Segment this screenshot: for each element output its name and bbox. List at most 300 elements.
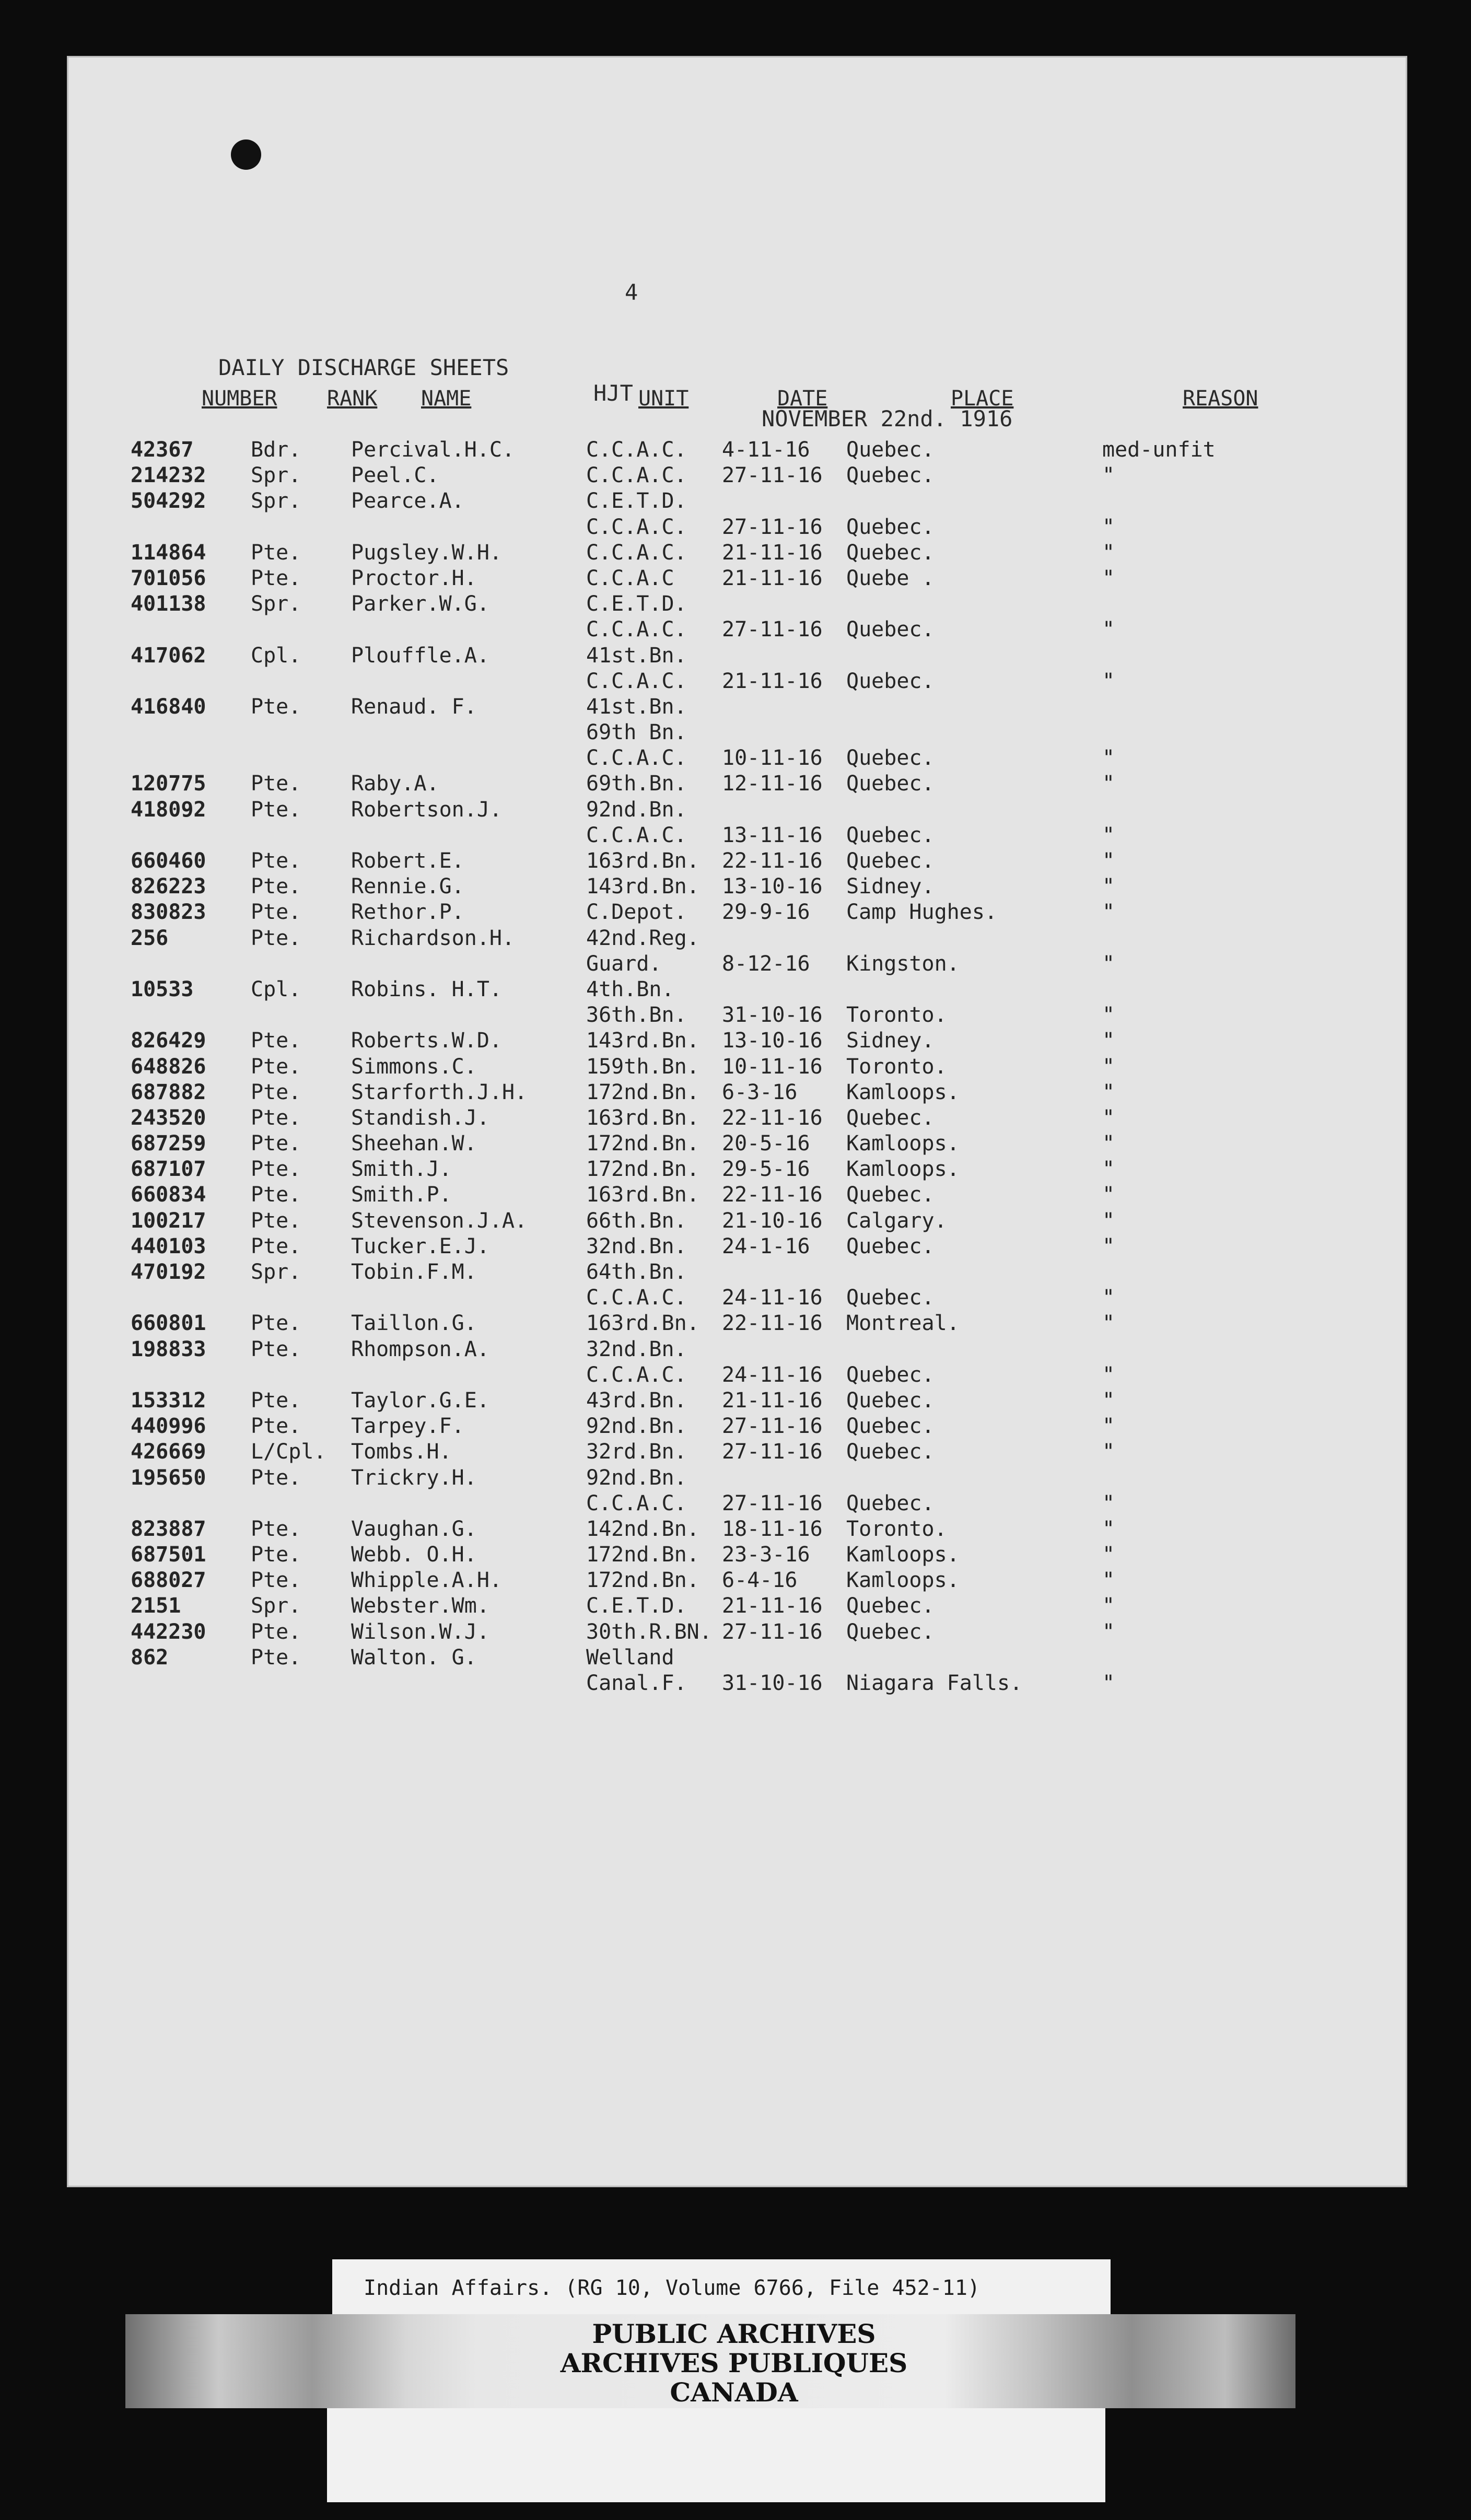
- cell-number: 687501: [131, 1543, 206, 1567]
- cell-place: Niagara Falls.: [846, 1671, 1023, 1695]
- cell-reason: ": [1102, 1414, 1115, 1439]
- table-row: [0, 1543, 1471, 1568]
- table-row: [0, 977, 1471, 1003]
- cell-rank: Pte.: [251, 1183, 301, 1207]
- cell-place: Kamloops.: [846, 1568, 960, 1593]
- cell-date: 22-11-16: [722, 1311, 823, 1336]
- cell-date: 27-11-16: [722, 1619, 823, 1644]
- table-row: [0, 438, 1471, 463]
- cell-reason: ": [1102, 1208, 1115, 1233]
- cell-unit: C.E.T.D.: [586, 1594, 687, 1618]
- cell-place: Quebe .: [846, 566, 935, 590]
- cell-reason: ": [1102, 1362, 1115, 1387]
- document-title: DAILY DISCHARGE SHEETS: [218, 355, 509, 380]
- cell-rank: Pte.: [251, 1131, 301, 1156]
- cell-name: Rhompson.A.: [351, 1337, 489, 1361]
- table-row: [0, 1080, 1471, 1106]
- cell-number: 256: [131, 926, 169, 950]
- cell-name: Taylor.G.E.: [351, 1388, 489, 1413]
- table-row: [0, 1568, 1471, 1594]
- cell-reason: ": [1102, 566, 1115, 590]
- cell-place: Quebec.: [846, 746, 935, 771]
- cell-rank: Pte.: [251, 874, 301, 899]
- cell-place: Sidney.: [846, 1029, 935, 1053]
- cell-name: Smith.J.: [351, 1157, 452, 1182]
- cell-unit: 30th.R.BN.: [586, 1619, 712, 1644]
- cell-reason: ": [1102, 1080, 1115, 1104]
- cell-place: Camp Hughes.: [846, 900, 997, 925]
- cell-unit: 41st.Bn.: [586, 643, 687, 668]
- table-row: [0, 1003, 1471, 1029]
- table-row: [0, 1363, 1471, 1389]
- cell-number: 660801: [131, 1311, 206, 1336]
- cell-reason: ": [1102, 1286, 1115, 1310]
- cell-date: 20-5-16: [722, 1131, 810, 1156]
- cell-name: Webb. O.H.: [351, 1543, 477, 1567]
- cell-number: 648826: [131, 1054, 206, 1079]
- table-row: [0, 592, 1471, 617]
- cell-name: Sheehan.W.: [351, 1131, 477, 1156]
- cell-date: 6-3-16: [722, 1080, 798, 1104]
- cell-unit: 163rd.Bn.: [586, 1311, 699, 1336]
- cell-reason: ": [1102, 515, 1115, 539]
- cell-name: Wilson.W.J.: [351, 1619, 489, 1644]
- cell-number: 426669: [131, 1440, 206, 1464]
- table-row: [0, 926, 1471, 952]
- cell-name: Robertson.J.: [351, 797, 502, 822]
- cell-rank: Pte.: [251, 1568, 301, 1593]
- cell-unit: 172nd.Bn.: [586, 1568, 699, 1593]
- column-header-unit: UNIT: [638, 387, 689, 411]
- cell-place: Calgary.: [846, 1208, 947, 1233]
- cell-date: 29-9-16: [722, 900, 810, 925]
- cell-place: Toronto.: [846, 1003, 947, 1028]
- cell-rank: Pte.: [251, 1157, 301, 1182]
- cell-unit: 172nd.Bn.: [586, 1080, 699, 1104]
- cell-reason: ": [1102, 1491, 1115, 1515]
- cell-number: 195650: [131, 1465, 206, 1490]
- cell-rank: Pte.: [251, 1337, 301, 1361]
- table-row: [0, 900, 1471, 926]
- stamp-line: ARCHIVES PUBLIQUES: [560, 2348, 908, 2378]
- cell-name: Richardson.H.: [351, 926, 515, 950]
- cell-date: 27-11-16: [722, 463, 823, 488]
- cell-rank: Spr.: [251, 1594, 301, 1618]
- column-header-number: NUMBER: [202, 387, 277, 411]
- cell-place: Sidney.: [846, 874, 935, 899]
- table-row: [0, 1055, 1471, 1080]
- cell-reason: ": [1102, 669, 1115, 693]
- cell-number: 688027: [131, 1568, 206, 1593]
- cell-place: Kamloops.: [846, 1131, 960, 1156]
- table-row: [0, 1311, 1471, 1337]
- cell-unit: C.C.A.C.: [586, 823, 687, 847]
- cell-reason: ": [1102, 1131, 1115, 1156]
- cell-reason: ": [1102, 1003, 1115, 1028]
- cell-rank: Pte.: [251, 1543, 301, 1567]
- cell-name: Vaughan.G.: [351, 1516, 477, 1541]
- table-row: [0, 1491, 1471, 1517]
- cell-number: 243520: [131, 1105, 206, 1130]
- cell-unit: C.E.T.D.: [586, 592, 687, 616]
- cell-unit: C.C.A.C.: [586, 1286, 687, 1310]
- cell-rank: Pte.: [251, 926, 301, 950]
- cell-date: 13-10-16: [722, 1029, 823, 1053]
- cell-name: Pearce.A.: [351, 489, 464, 514]
- cell-unit: 163rd.Bn.: [586, 849, 699, 873]
- table-row: [0, 463, 1471, 489]
- cell-rank: Pte.: [251, 1029, 301, 1053]
- cell-place: Quebec.: [846, 1619, 935, 1644]
- cell-unit: 143rd.Bn.: [586, 1029, 699, 1053]
- cell-date: 27-11-16: [722, 1440, 823, 1464]
- cell-date: 23-3-16: [722, 1543, 810, 1567]
- cell-place: Quebec.: [846, 1286, 935, 1310]
- cell-rank: Pte.: [251, 1619, 301, 1644]
- cell-name: Whipple.A.H.: [351, 1568, 502, 1593]
- cell-date: 21-11-16: [722, 1388, 823, 1413]
- cell-unit: 36th.Bn.: [586, 1003, 687, 1028]
- cell-date: 21-11-16: [722, 566, 823, 590]
- cell-number: 687107: [131, 1157, 206, 1182]
- cell-name: Webster.Wm.: [351, 1594, 489, 1618]
- table-row: [0, 1646, 1471, 1671]
- cell-name: Tobin.F.M.: [351, 1260, 477, 1284]
- cell-unit: 32rd.Bn.: [586, 1440, 687, 1464]
- cell-rank: Pte.: [251, 1234, 301, 1258]
- table-row: [0, 1440, 1471, 1465]
- cell-place: Kamloops.: [846, 1543, 960, 1567]
- cell-number: 417062: [131, 643, 206, 668]
- cell-date: 27-11-16: [722, 1414, 823, 1439]
- cell-rank: Pte.: [251, 1516, 301, 1541]
- cell-reason: ": [1102, 1568, 1115, 1593]
- cell-rank: Spr.: [251, 489, 301, 514]
- cell-reason: ": [1102, 1594, 1115, 1618]
- table-row: [0, 772, 1471, 797]
- cell-number: 823887: [131, 1516, 206, 1541]
- cell-unit: 92nd.Bn.: [586, 1414, 687, 1439]
- cell-place: Quebec.: [846, 1440, 935, 1464]
- cell-number: 830823: [131, 900, 206, 925]
- table-row: [0, 1234, 1471, 1260]
- cell-date: 21-11-16: [722, 1594, 823, 1618]
- cell-reason: ": [1102, 463, 1115, 488]
- cell-unit: 4th.Bn.: [586, 977, 674, 1001]
- cell-number: 10533: [131, 977, 194, 1001]
- cell-name: Tucker.E.J.: [351, 1234, 489, 1258]
- cell-rank: Pte.: [251, 1311, 301, 1336]
- cell-unit: 172nd.Bn.: [586, 1131, 699, 1156]
- cell-number: 442230: [131, 1619, 206, 1644]
- cell-rank: Pte.: [251, 1465, 301, 1490]
- cell-rank: Spr.: [251, 463, 301, 488]
- cell-reason: ": [1102, 1234, 1115, 1258]
- cell-rank: Pte.: [251, 797, 301, 822]
- header-initials: HJT: [593, 380, 633, 406]
- cell-name: Walton. G.: [351, 1645, 477, 1670]
- cell-unit: C.C.A.C.: [586, 1362, 687, 1387]
- cell-reason: ": [1102, 1054, 1115, 1079]
- cell-rank: L/Cpl.: [251, 1440, 326, 1464]
- cell-unit: 32nd.Bn.: [586, 1337, 687, 1361]
- cell-number: 120775: [131, 772, 206, 796]
- cell-place: Montreal.: [846, 1311, 960, 1336]
- cell-name: Tombs.H.: [351, 1440, 452, 1464]
- table-row: [0, 1157, 1471, 1183]
- table-row: [0, 849, 1471, 874]
- cell-place: Quebec.: [846, 617, 935, 642]
- cell-rank: Pte.: [251, 1105, 301, 1130]
- cell-rank: Pte.: [251, 900, 301, 925]
- cell-reason: ": [1102, 1311, 1115, 1336]
- column-header-place: PLACE: [951, 387, 1014, 411]
- cell-name: Peel.C.: [351, 463, 439, 488]
- cell-unit: 163rd.Bn.: [586, 1183, 699, 1207]
- cell-place: Quebec.: [846, 438, 935, 462]
- cell-number: 153312: [131, 1388, 206, 1413]
- cell-number: 862: [131, 1645, 169, 1670]
- table-row: [0, 515, 1471, 541]
- discharge-table: [0, 438, 1471, 1697]
- table-row: [0, 669, 1471, 695]
- cell-number: 440996: [131, 1414, 206, 1439]
- cell-name: Robins. H.T.: [351, 977, 502, 1001]
- cell-number: 687882: [131, 1080, 206, 1104]
- cell-date: 22-11-16: [722, 1183, 823, 1207]
- archive-stamp: [517, 2319, 951, 2407]
- cell-reason: ": [1102, 1157, 1115, 1182]
- cell-date: 31-10-16: [722, 1671, 823, 1695]
- cell-rank: Spr.: [251, 1260, 301, 1284]
- cell-number: 114864: [131, 540, 206, 565]
- cell-date: 27-11-16: [722, 1491, 823, 1515]
- cell-reason: med-unfit: [1102, 438, 1216, 462]
- cell-date: 13-11-16: [722, 823, 823, 847]
- table-row: [0, 1466, 1471, 1491]
- cell-name: Stevenson.J.A.: [351, 1208, 528, 1233]
- cell-name: Proctor.H.: [351, 566, 477, 590]
- cell-reason: ": [1102, 772, 1115, 796]
- table-row: [0, 1337, 1471, 1363]
- cell-name: Tarpey.F.: [351, 1414, 464, 1439]
- cell-number: 440103: [131, 1234, 206, 1258]
- cell-unit: C.C.A.C.: [586, 438, 687, 462]
- cell-place: Quebec.: [846, 669, 935, 693]
- cell-reason: ": [1102, 900, 1115, 925]
- cell-number: 826223: [131, 874, 206, 899]
- cell-name: Roberts.W.D.: [351, 1029, 502, 1053]
- cell-place: Quebec.: [846, 849, 935, 873]
- cell-place: Kamloops.: [846, 1080, 960, 1104]
- stamp-line: CANADA: [670, 2377, 798, 2408]
- cell-date: 8-12-16: [722, 951, 810, 976]
- table-row: [0, 1671, 1471, 1697]
- table-row: [0, 952, 1471, 977]
- cell-unit: C.C.A.C.: [586, 617, 687, 642]
- cell-number: 660834: [131, 1183, 206, 1207]
- cell-date: 4-11-16: [722, 438, 810, 462]
- cell-reason: ": [1102, 874, 1115, 899]
- cell-rank: Pte.: [251, 540, 301, 565]
- cell-date: 18-11-16: [722, 1516, 823, 1541]
- cell-rank: Pte.: [251, 694, 301, 719]
- cell-rank: Pte.: [251, 1414, 301, 1439]
- cell-number: 470192: [131, 1260, 206, 1284]
- table-row: [0, 746, 1471, 772]
- table-row: [0, 1286, 1471, 1311]
- cell-name: Rethor.P.: [351, 900, 464, 925]
- cell-unit: Canal.F.: [586, 1671, 687, 1695]
- table-row: [0, 1620, 1471, 1646]
- cell-date: 22-11-16: [722, 1105, 823, 1130]
- cell-rank: Pte.: [251, 1645, 301, 1670]
- cell-reason: ": [1102, 1388, 1115, 1413]
- cell-unit: 159th.Bn.: [586, 1054, 699, 1079]
- cell-unit: C.C.A.C.: [586, 540, 687, 565]
- cell-place: Quebec.: [846, 823, 935, 847]
- cell-reason: ": [1102, 1440, 1115, 1464]
- cell-place: Quebec.: [846, 540, 935, 565]
- cell-reason: ": [1102, 823, 1115, 847]
- table-row: [0, 1260, 1471, 1286]
- cell-unit: 143rd.Bn.: [586, 874, 699, 899]
- cell-number: 701056: [131, 566, 206, 590]
- cell-date: 22-11-16: [722, 849, 823, 873]
- cell-place: Toronto.: [846, 1054, 947, 1079]
- cell-unit: C.C.A.C.: [586, 746, 687, 771]
- cell-date: 24-1-16: [722, 1234, 810, 1258]
- cell-date: 12-11-16: [722, 772, 823, 796]
- table-row: [0, 874, 1471, 900]
- archive-bottom-strip: [327, 2408, 1105, 2502]
- table-row: [0, 720, 1471, 746]
- archive-reference-label: Indian Affairs. (RG 10, Volume 6766, File 452-11): [332, 2259, 1111, 2317]
- table-row: [0, 823, 1471, 849]
- table-row: [0, 489, 1471, 515]
- table-row: [0, 566, 1471, 592]
- table-row: [0, 1389, 1471, 1414]
- cell-date: 27-11-16: [722, 617, 823, 642]
- cell-name: Robert.E.: [351, 849, 464, 873]
- cell-place: Quebec.: [846, 1594, 935, 1618]
- cell-unit: C.Depot.: [586, 900, 687, 925]
- table-row: [0, 1029, 1471, 1054]
- cell-rank: Pte.: [251, 849, 301, 873]
- cell-date: 24-11-16: [722, 1362, 823, 1387]
- cell-unit: 142nd.Bn.: [586, 1516, 699, 1541]
- cell-number: 687259: [131, 1131, 206, 1156]
- cell-date: 24-11-16: [722, 1286, 823, 1310]
- cell-unit: Welland: [586, 1645, 674, 1670]
- cell-rank: Bdr.: [251, 438, 301, 462]
- cell-number: 42367: [131, 438, 194, 462]
- cell-rank: Pte.: [251, 772, 301, 796]
- cell-name: Percival.H.C.: [351, 438, 515, 462]
- cell-place: Toronto.: [846, 1516, 947, 1541]
- cell-name: Pugsley.W.H.: [351, 540, 502, 565]
- cell-number: 2151: [131, 1594, 181, 1618]
- cell-name: Starforth.J.H.: [351, 1080, 528, 1104]
- cell-date: 21-11-16: [722, 540, 823, 565]
- cell-date: 29-5-16: [722, 1157, 810, 1182]
- cell-unit: 66th.Bn.: [586, 1208, 687, 1233]
- cell-unit: C.E.T.D.: [586, 489, 687, 514]
- cell-place: Quebec.: [846, 1362, 935, 1387]
- punch-hole: [231, 139, 261, 170]
- cell-name: Rennie.G.: [351, 874, 464, 899]
- cell-number: 416840: [131, 694, 206, 719]
- cell-unit: Guard.: [586, 951, 662, 976]
- cell-reason: ": [1102, 1671, 1115, 1695]
- cell-number: 660460: [131, 849, 206, 873]
- cell-rank: Pte.: [251, 566, 301, 590]
- cell-unit: C.C.A.C.: [586, 515, 687, 539]
- cell-rank: Spr.: [251, 592, 301, 616]
- cell-unit: 41st.Bn.: [586, 694, 687, 719]
- cell-place: Quebec.: [846, 463, 935, 488]
- column-header-name: NAME: [421, 387, 472, 411]
- cell-name: Raby.A.: [351, 772, 439, 796]
- cell-date: 6-4-16: [722, 1568, 798, 1593]
- cell-unit: 172nd.Bn.: [586, 1157, 699, 1182]
- cell-unit: C.C.A.C: [586, 566, 674, 590]
- cell-reason: ": [1102, 540, 1115, 565]
- cell-place: Quebec.: [846, 515, 935, 539]
- cell-rank: Pte.: [251, 1208, 301, 1233]
- cell-rank: Pte.: [251, 1080, 301, 1104]
- cell-name: Trickry.H.: [351, 1465, 477, 1490]
- cell-date: 21-11-16: [722, 669, 823, 693]
- cell-reason: ": [1102, 617, 1115, 642]
- cell-unit: 92nd.Bn.: [586, 1465, 687, 1490]
- cell-rank: Cpl.: [251, 977, 301, 1001]
- cell-unit: C.C.A.C.: [586, 1491, 687, 1515]
- cell-place: Quebec.: [846, 1388, 935, 1413]
- cell-reason: ": [1102, 1183, 1115, 1207]
- cell-unit: 163rd.Bn.: [586, 1105, 699, 1130]
- table-row: [0, 695, 1471, 720]
- cell-date: 27-11-16: [722, 515, 823, 539]
- page-number: 4: [625, 279, 638, 305]
- cell-date: 13-10-16: [722, 874, 823, 899]
- cell-number: 214232: [131, 463, 206, 488]
- cell-unit: 43rd.Bn.: [586, 1388, 687, 1413]
- cell-unit: 172nd.Bn.: [586, 1543, 699, 1567]
- cell-date: 21-10-16: [722, 1208, 823, 1233]
- cell-unit: 69th Bn.: [586, 720, 687, 745]
- cell-reason: ": [1102, 1543, 1115, 1567]
- table-row: [0, 617, 1471, 643]
- cell-unit: C.C.A.C.: [586, 669, 687, 693]
- cell-name: Taillon.G.: [351, 1311, 477, 1336]
- cell-place: Quebec.: [846, 1234, 935, 1258]
- column-header-rank: RANK: [327, 387, 378, 411]
- table-row: [0, 1106, 1471, 1131]
- cell-rank: Pte.: [251, 1388, 301, 1413]
- cell-date: 10-11-16: [722, 746, 823, 771]
- cell-unit: C.C.A.C.: [586, 463, 687, 488]
- cell-name: Standish.J.: [351, 1105, 489, 1130]
- header-date: NOVEMBER 22nd. 1916: [762, 406, 1013, 431]
- table-row: [0, 1209, 1471, 1234]
- cell-place: Quebec.: [846, 1491, 935, 1515]
- cell-unit: 69th.Bn.: [586, 772, 687, 796]
- cell-unit: 32nd.Bn.: [586, 1234, 687, 1258]
- table-row: [0, 1517, 1471, 1543]
- table-row: [0, 644, 1471, 669]
- cell-name: Simmons.C.: [351, 1054, 477, 1079]
